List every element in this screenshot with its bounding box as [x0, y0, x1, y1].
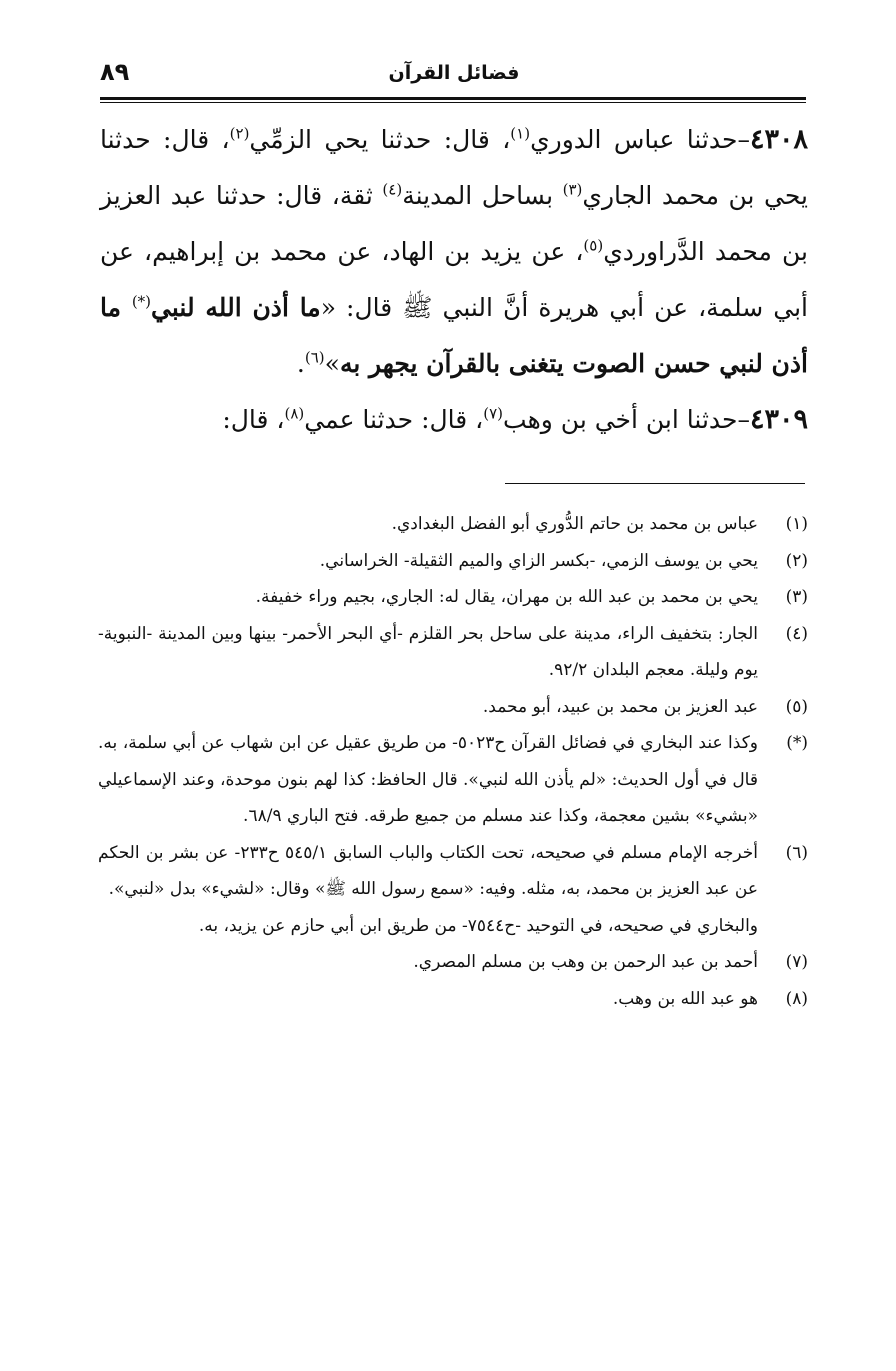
footnote-ref: (٣)	[562, 180, 583, 199]
footnote-ref: (٧)	[483, 404, 504, 423]
page-number: ٨٩	[100, 58, 130, 86]
hadith-text: –حدثنا ابن أخي بن وهب	[503, 405, 750, 434]
footnotes	[98, 506, 808, 1017]
footnote-ref: (٤)	[382, 180, 403, 199]
footnote-text: عبد العزيز بن محمد بن عبيد، أبو محمد.	[482, 696, 758, 717]
footnote-text: أخرجه الإمام مسلم في صحيحه، تحت الكتاب والباب السابق ٥٤٥/١ ح٢٣٣- عن بشر بن الحكم عن عبد العزيز بن محمد، به، مثله. وفيه: «سمع رسول الله ﷺ» وقال: «لشيء» بدل «لنبي».	[98, 842, 758, 899]
footnote-ref: (٢)	[229, 124, 250, 143]
footnote-number: (*)	[786, 733, 808, 753]
hadith-text: »	[324, 349, 340, 378]
footnote-ref: (٨)	[284, 404, 305, 423]
footnote-text: هو عبد الله بن وهب.	[612, 988, 758, 1009]
footnote	[98, 725, 808, 835]
footnote	[98, 543, 808, 580]
hadith-4308	[100, 112, 808, 392]
footnote-text: يحي بن يوسف الزمي، -بكسر الزاي والميم الثقيلة- الخراساني.	[319, 550, 758, 571]
footnote	[98, 835, 808, 908]
footnote-number: (٦)	[785, 842, 808, 863]
header-rule	[100, 97, 806, 100]
footnote-ref: (٥)	[583, 236, 604, 255]
footnote-text: الجار: بتخفيف الراء، مدينة على ساحل بحر القلزم -أي البحر الأحمر- بينها وبين المدينة -النبوية- يوم وليلة. معجم البلدان ٩٢/٢.	[98, 623, 758, 680]
footnote	[98, 579, 808, 616]
hadith-text: ثقة، قال: حدثنا عبد العزيز بن محمد الدَّراوردي	[100, 181, 808, 266]
footnote-number: (١)	[785, 514, 808, 534]
hadith-text: ، قال: حدثنا يحي بن محمد الجاري	[100, 125, 808, 210]
book-title: فضائل القرآن	[388, 62, 520, 84]
hadith-text: بساحل المدينة	[402, 181, 563, 210]
footnote-text: يحي بن محمد بن عبد الله بن مهران، يقال له: الجاري، بجيم وراء خفيفة.	[255, 587, 758, 607]
hadith-matn: ما أذن الله لنبي	[151, 293, 321, 322]
hadith-matn: ما أذن لنبي حسن الصوت يتغنى بالقرآن يجهر به	[100, 293, 808, 378]
footnote-text: عباس بن محمد بن حاتم الدُّوري أبو الفضل البغدادي.	[391, 514, 758, 534]
hadith-text: ، قال: حدثنا عمي	[304, 405, 484, 434]
footnote-number: (٨)	[785, 988, 808, 1009]
footnote	[98, 616, 808, 689]
hadith-text: –حدثنا عباس الدوري	[530, 125, 750, 154]
footnote	[98, 944, 808, 981]
footnote-number: (٢)	[785, 550, 808, 571]
running-header	[100, 58, 808, 94]
header-rule-thin	[100, 102, 806, 103]
main-text	[100, 112, 808, 448]
hadith-number: ٤٣٠٨	[749, 124, 808, 155]
footnote-text: والبخاري في صحيحه، في التوحيد -ح٧٥٤٤- من طريق ابن أبي حازم عن يزيد، به.	[198, 915, 758, 936]
footnote	[98, 689, 808, 726]
footnote-separator	[505, 483, 805, 484]
footnote-ref: (٦)	[304, 348, 325, 367]
footnote-continuation	[98, 908, 808, 945]
footnote-number: (٧)	[785, 952, 808, 972]
footnote-ref: (١)	[510, 124, 531, 143]
footnote-number: (٣)	[785, 587, 808, 607]
footnote-text: وكذا عند البخاري في فضائل القرآن ح٥٠٢٣- من طريق عقيل عن ابن شهاب عن أبي سلمة، به. قال في أول الحديث: «لم يأذن الله لنبي». قال الحافظ: كذا لهم بنون موحدة، وعند الإسماعيلي «بشيء» بشين معجمة، وكذا عند مسلم من جميع طرقه. فتح الباري ٦٨/٩.	[98, 733, 758, 826]
footnote-number: (٤)	[785, 623, 808, 644]
footnote	[98, 506, 808, 543]
footnote-number: (٥)	[785, 696, 808, 717]
hadith-text: .	[296, 349, 305, 378]
footnote-text: أحمد بن عبد الرحمن بن وهب بن مسلم المصري.	[413, 952, 758, 972]
hadith-4309	[100, 392, 808, 448]
hadith-number: ٤٣٠٩	[749, 404, 808, 435]
footnote-ref: (*)	[131, 292, 152, 311]
hadith-text: ، عن يزيد بن الهاد، عن محمد بن إبراهيم، عن أبي سلمة، عن أبي هريرة أنَّ النبي ﷺ قال: «	[100, 237, 809, 322]
hadith-text: ، قال: حدثنا يحي الزمِّي	[249, 125, 511, 154]
footnote	[98, 981, 808, 1018]
hadith-text: ، قال:	[222, 405, 285, 434]
